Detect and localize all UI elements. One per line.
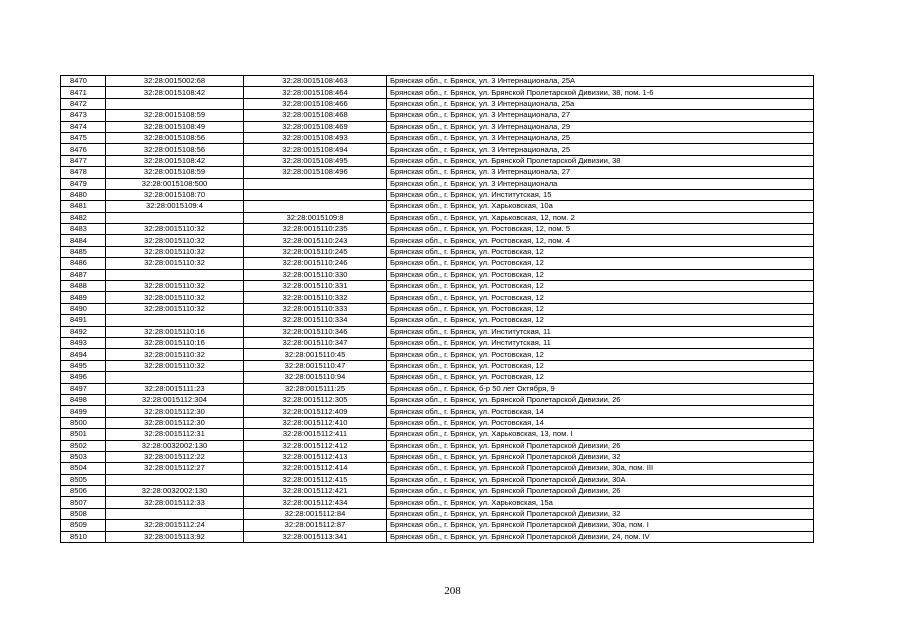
parcel-cadastral-cell: 32:28:0015112:31 bbox=[106, 429, 244, 440]
record-number-cell: 8506 bbox=[61, 486, 106, 497]
table-row bbox=[61, 258, 814, 269]
address-cell: Брянская обл., г. Брянск, ул. 3 Интернационала, 25А bbox=[387, 76, 814, 87]
address-cell: Брянская обл., г. Брянск, ул. 3 Интернационала, 27 bbox=[387, 110, 814, 121]
record-number-cell: 8492 bbox=[61, 326, 106, 337]
parcel-cadastral-cell: 32:28:0015112:22 bbox=[106, 451, 244, 462]
table-row bbox=[61, 429, 814, 440]
table-row bbox=[61, 110, 814, 121]
page-number: 208 bbox=[444, 585, 461, 597]
record-number-cell: 8481 bbox=[61, 201, 106, 212]
address-cell: Брянская обл., г. Брянск, ул. Брянской Пролетарской Дивизии, 26 bbox=[387, 394, 814, 405]
parcel-cadastral-cell: 32:28:0015110:32 bbox=[106, 224, 244, 235]
record-number-cell: 8489 bbox=[61, 292, 106, 303]
table-row bbox=[61, 201, 814, 212]
parcel-cadastral-cell: 32:28:0015112:30 bbox=[106, 406, 244, 417]
parcel-cadastral-cell: 32:28:0015111:23 bbox=[106, 383, 244, 394]
parcel-cadastral-cell bbox=[106, 269, 244, 280]
address-cell: Брянская обл., г. Брянск, ул. Брянской Пролетарской Дивизии, 32 bbox=[387, 451, 814, 462]
table-row bbox=[61, 440, 814, 451]
object-cadastral-cell: 32:28:0015112:411 bbox=[244, 429, 387, 440]
parcel-cadastral-cell: 32:28:0015108:49 bbox=[106, 121, 244, 132]
object-cadastral-cell: 32:28:0015110:45 bbox=[244, 349, 387, 360]
address-cell: Брянская обл., г. Брянск, ул. Брянской Пролетарской Дивизии, 26 bbox=[387, 440, 814, 451]
table-row bbox=[61, 292, 814, 303]
parcel-cadastral-cell: 32:28:0015110:32 bbox=[106, 246, 244, 257]
record-number-cell: 8507 bbox=[61, 497, 106, 508]
record-number-cell: 8476 bbox=[61, 144, 106, 155]
address-cell: Брянская обл., г. Брянск, ул. Брянской Пролетарской Дивизии, 38 bbox=[387, 155, 814, 166]
record-number-cell: 8478 bbox=[61, 167, 106, 178]
address-cell: Брянская обл., г. Брянск, ул. 3 Интернационала, 25 bbox=[387, 144, 814, 155]
object-cadastral-cell: 32:28:0015110:332 bbox=[244, 292, 387, 303]
table-row bbox=[61, 406, 814, 417]
object-cadastral-cell: 32:28:0015112:413 bbox=[244, 451, 387, 462]
record-number-cell: 8487 bbox=[61, 269, 106, 280]
parcel-cadastral-cell: 32:28:0015112:304 bbox=[106, 394, 244, 405]
parcel-cadastral-cell: 32:28:0015108:56 bbox=[106, 132, 244, 143]
table-row bbox=[61, 497, 814, 508]
object-cadastral-cell: 32:28:0015110:334 bbox=[244, 315, 387, 326]
record-number-cell: 8497 bbox=[61, 383, 106, 394]
parcel-cadastral-cell: 32:28:0015112:27 bbox=[106, 463, 244, 474]
record-number-cell: 8510 bbox=[61, 531, 106, 542]
record-number-cell: 8499 bbox=[61, 406, 106, 417]
table-row bbox=[61, 167, 814, 178]
table-row bbox=[61, 189, 814, 200]
address-cell: Брянская обл., г. Брянск, ул. Харьковская, 10а bbox=[387, 201, 814, 212]
record-number-cell: 8491 bbox=[61, 315, 106, 326]
object-cadastral-cell: 32:28:0015108:468 bbox=[244, 110, 387, 121]
address-cell: Брянская обл., г. Брянск, ул. Харьковская, 13, пом. I bbox=[387, 429, 814, 440]
object-cadastral-cell bbox=[244, 178, 387, 189]
parcel-cadastral-cell bbox=[106, 212, 244, 223]
address-cell: Брянская обл., г. Брянск, ул. Ростовская, 12 bbox=[387, 315, 814, 326]
table-row bbox=[61, 474, 814, 485]
address-cell: Брянская обл., г. Брянск, ул. Брянской Пролетарской Дивизии, 32 bbox=[387, 508, 814, 519]
object-cadastral-cell bbox=[244, 201, 387, 212]
object-cadastral-cell: 32:28:0015110:47 bbox=[244, 360, 387, 371]
object-cadastral-cell bbox=[244, 189, 387, 200]
address-cell: Брянская обл., г. Брянск, ул. Брянской Пролетарской Дивизии, 38, пом. 1-6 bbox=[387, 87, 814, 98]
record-number-cell: 8473 bbox=[61, 110, 106, 121]
parcel-cadastral-cell: 32:28:0015108:59 bbox=[106, 110, 244, 121]
record-number-cell: 8498 bbox=[61, 394, 106, 405]
parcel-cadastral-cell: 32:28:0015108:42 bbox=[106, 87, 244, 98]
record-number-cell: 8471 bbox=[61, 87, 106, 98]
address-cell: Брянская обл., г. Брянск, ул. Брянской Пролетарской Дивизии, 30а, пом. III bbox=[387, 463, 814, 474]
table-row bbox=[61, 326, 814, 337]
address-cell: Брянская обл., г. Брянск, ул. Ростовская, 14 bbox=[387, 406, 814, 417]
parcel-cadastral-cell: 32:28:0015108:56 bbox=[106, 144, 244, 155]
record-number-cell: 8480 bbox=[61, 189, 106, 200]
object-cadastral-cell: 32:28:0015110:331 bbox=[244, 281, 387, 292]
table-row bbox=[61, 531, 814, 542]
parcel-cadastral-cell: 32:28:0015112:24 bbox=[106, 520, 244, 531]
address-cell: Брянская обл., г. Брянск, ул. Ростовская, 12 bbox=[387, 292, 814, 303]
record-number-cell: 8504 bbox=[61, 463, 106, 474]
address-cell: Брянская обл., г. Брянск, ул. 3 Интернационала bbox=[387, 178, 814, 189]
object-cadastral-cell: 32:28:0015112:415 bbox=[244, 474, 387, 485]
object-cadastral-cell: 32:28:0015112:87 bbox=[244, 520, 387, 531]
address-cell: Брянская обл., г. Брянск, ул. Брянской Пролетарской Дивизии, 30А bbox=[387, 474, 814, 485]
record-number-cell: 8509 bbox=[61, 520, 106, 531]
object-cadastral-cell: 32:28:0015110:330 bbox=[244, 269, 387, 280]
record-number-cell: 8488 bbox=[61, 281, 106, 292]
record-number-cell: 8496 bbox=[61, 372, 106, 383]
table-row bbox=[61, 451, 814, 462]
address-cell: Брянская обл., г. Брянск, ул. 3 Интернационала, 25а bbox=[387, 98, 814, 109]
parcel-cadastral-cell bbox=[106, 474, 244, 485]
record-number-cell: 8505 bbox=[61, 474, 106, 485]
table-row bbox=[61, 315, 814, 326]
address-cell: Брянская обл., г. Брянск, ул. Ростовская, 12 bbox=[387, 360, 814, 371]
object-cadastral-cell: 32:28:0015110:235 bbox=[244, 224, 387, 235]
registry-table bbox=[60, 75, 814, 543]
table-row bbox=[61, 394, 814, 405]
address-cell: Брянская обл., г. Брянск, ул. 3 Интернационала, 25 bbox=[387, 132, 814, 143]
table-row bbox=[61, 360, 814, 371]
record-number-cell: 8475 bbox=[61, 132, 106, 143]
object-cadastral-cell: 32:28:0015112:421 bbox=[244, 486, 387, 497]
table-row bbox=[61, 87, 814, 98]
object-cadastral-cell: 32:28:0015109:8 bbox=[244, 212, 387, 223]
address-cell: Брянская обл., г. Брянск, ул. Брянской Пролетарской Дивизии, 26 bbox=[387, 486, 814, 497]
table-row bbox=[61, 383, 814, 394]
record-number-cell: 8474 bbox=[61, 121, 106, 132]
parcel-cadastral-cell: 32:28:0015110:32 bbox=[106, 292, 244, 303]
table-row bbox=[61, 337, 814, 348]
object-cadastral-cell: 32:28:0015108:494 bbox=[244, 144, 387, 155]
parcel-cadastral-cell: 32:28:0015110:16 bbox=[106, 326, 244, 337]
parcel-cadastral-cell bbox=[106, 372, 244, 383]
parcel-cadastral-cell: 32:28:0015108:42 bbox=[106, 155, 244, 166]
table-row bbox=[61, 486, 814, 497]
address-cell: Брянская обл., г. Брянск, ул. Ростовская, 12 bbox=[387, 281, 814, 292]
record-number-cell: 8486 bbox=[61, 258, 106, 269]
parcel-cadastral-cell: 32:28:0015110:32 bbox=[106, 303, 244, 314]
table-row bbox=[61, 76, 814, 87]
address-cell: Брянская обл., г. Брянск, ул. Институтская, 15 bbox=[387, 189, 814, 200]
object-cadastral-cell: 32:28:0015110:94 bbox=[244, 372, 387, 383]
record-number-cell: 8503 bbox=[61, 451, 106, 462]
parcel-cadastral-cell: 32:28:0015113:92 bbox=[106, 531, 244, 542]
object-cadastral-cell: 32:28:0015108:495 bbox=[244, 155, 387, 166]
table-row bbox=[61, 417, 814, 428]
registry-table-body bbox=[61, 76, 814, 543]
object-cadastral-cell: 32:28:0015110:333 bbox=[244, 303, 387, 314]
address-cell: Брянская обл., г. Брянск, ул. Институтская, 11 bbox=[387, 326, 814, 337]
table-row bbox=[61, 224, 814, 235]
table-row bbox=[61, 520, 814, 531]
parcel-cadastral-cell bbox=[106, 315, 244, 326]
address-cell: Брянская обл., г. Брянск, ул. Харьковская, 15а bbox=[387, 497, 814, 508]
object-cadastral-cell: 32:28:0015108:463 bbox=[244, 76, 387, 87]
address-cell: Брянская обл., г. Брянск, ул. Ростовская, 12 bbox=[387, 303, 814, 314]
object-cadastral-cell: 32:28:0015113:341 bbox=[244, 531, 387, 542]
record-number-cell: 8479 bbox=[61, 178, 106, 189]
record-number-cell: 8472 bbox=[61, 98, 106, 109]
object-cadastral-cell: 32:28:0015110:347 bbox=[244, 337, 387, 348]
address-cell: Брянская обл., г. Брянск, ул. Институтская, 11 bbox=[387, 337, 814, 348]
object-cadastral-cell: 32:28:0015112:305 bbox=[244, 394, 387, 405]
object-cadastral-cell: 32:28:0015108:493 bbox=[244, 132, 387, 143]
object-cadastral-cell: 32:28:0015112:412 bbox=[244, 440, 387, 451]
address-cell: Брянская обл., г. Брянск, ул. Ростовская, 12 bbox=[387, 246, 814, 257]
parcel-cadastral-cell: 32:28:0015110:32 bbox=[106, 258, 244, 269]
parcel-cadastral-cell: 32:28:0015110:16 bbox=[106, 337, 244, 348]
address-cell: Брянская обл., г. Брянск, ул. 3 Интернационала, 29 bbox=[387, 121, 814, 132]
table-row bbox=[61, 349, 814, 360]
object-cadastral-cell: 32:28:0015108:466 bbox=[244, 98, 387, 109]
record-number-cell: 8501 bbox=[61, 429, 106, 440]
record-number-cell: 8484 bbox=[61, 235, 106, 246]
record-number-cell: 8490 bbox=[61, 303, 106, 314]
table-row bbox=[61, 132, 814, 143]
table-row bbox=[61, 303, 814, 314]
object-cadastral-cell: 32:28:0015111:25 bbox=[244, 383, 387, 394]
parcel-cadastral-cell: 32:28:0015110:32 bbox=[106, 235, 244, 246]
address-cell: Брянская обл., г. Брянск, ул. Ростовская, 12 bbox=[387, 372, 814, 383]
parcel-cadastral-cell: 32:28:0015108:59 bbox=[106, 167, 244, 178]
object-cadastral-cell: 32:28:0015112:84 bbox=[244, 508, 387, 519]
parcel-cadastral-cell: 32:28:0015112:33 bbox=[106, 497, 244, 508]
record-number-cell: 8477 bbox=[61, 155, 106, 166]
table-row bbox=[61, 246, 814, 257]
address-cell: Брянская обл., г. Брянск, ул. Ростовская, 14 bbox=[387, 417, 814, 428]
parcel-cadastral-cell: 32:28:0032002:130 bbox=[106, 486, 244, 497]
table-row bbox=[61, 281, 814, 292]
table-row bbox=[61, 144, 814, 155]
record-number-cell: 8500 bbox=[61, 417, 106, 428]
address-cell: Брянская обл., г. Брянск, ул. 3 Интернационала, 27 bbox=[387, 167, 814, 178]
object-cadastral-cell: 32:28:0015108:464 bbox=[244, 87, 387, 98]
record-number-cell: 8493 bbox=[61, 337, 106, 348]
object-cadastral-cell: 32:28:0015110:346 bbox=[244, 326, 387, 337]
table-row bbox=[61, 372, 814, 383]
table-row bbox=[61, 235, 814, 246]
record-number-cell: 8470 bbox=[61, 76, 106, 87]
address-cell: Брянская обл., г. Брянск, ул. Ростовская, 12, пом. 5 bbox=[387, 224, 814, 235]
table-row bbox=[61, 178, 814, 189]
table-row bbox=[61, 212, 814, 223]
address-cell: Брянская обл., г. Брянск, ул. Брянской Пролетарской Дивизии, 24, пом. IV bbox=[387, 531, 814, 542]
parcel-cadastral-cell: 32:28:0015110:32 bbox=[106, 281, 244, 292]
parcel-cadastral-cell bbox=[106, 98, 244, 109]
parcel-cadastral-cell: 32:28:0032002:130 bbox=[106, 440, 244, 451]
address-cell: Брянская обл., г. Брянск, ул. Ростовская, 12 bbox=[387, 349, 814, 360]
record-number-cell: 8508 bbox=[61, 508, 106, 519]
record-number-cell: 8482 bbox=[61, 212, 106, 223]
object-cadastral-cell: 32:28:0015112:434 bbox=[244, 497, 387, 508]
parcel-cadastral-cell: 32:28:0015110:32 bbox=[106, 360, 244, 371]
address-cell: Брянская обл., г. Брянск, ул. Ростовская, 12, пом. 4 bbox=[387, 235, 814, 246]
parcel-cadastral-cell: 32:28:0015112:30 bbox=[106, 417, 244, 428]
address-cell: Брянская обл., г. Брянск, ул. Брянской Пролетарской Дивизии, 30а, пом. I bbox=[387, 520, 814, 531]
object-cadastral-cell: 32:28:0015110:245 bbox=[244, 246, 387, 257]
parcel-cadastral-cell bbox=[106, 508, 244, 519]
parcel-cadastral-cell: 32:28:0015110:32 bbox=[106, 349, 244, 360]
address-cell: Брянская обл., г. Брянск, ул. Ростовская, 12 bbox=[387, 269, 814, 280]
parcel-cadastral-cell: 32:28:0015002:68 bbox=[106, 76, 244, 87]
record-number-cell: 8485 bbox=[61, 246, 106, 257]
address-cell: Брянская обл., г. Брянск, б-р 50 лет Октября, 9 bbox=[387, 383, 814, 394]
object-cadastral-cell: 32:28:0015110:243 bbox=[244, 235, 387, 246]
table-row bbox=[61, 98, 814, 109]
object-cadastral-cell: 32:28:0015108:496 bbox=[244, 167, 387, 178]
table-row bbox=[61, 508, 814, 519]
table-row bbox=[61, 463, 814, 474]
table-row bbox=[61, 155, 814, 166]
object-cadastral-cell: 32:28:0015112:409 bbox=[244, 406, 387, 417]
object-cadastral-cell: 32:28:0015112:410 bbox=[244, 417, 387, 428]
parcel-cadastral-cell: 32:28:0015108:500 bbox=[106, 178, 244, 189]
record-number-cell: 8502 bbox=[61, 440, 106, 451]
record-number-cell: 8495 bbox=[61, 360, 106, 371]
address-cell: Брянская обл., г. Брянск, ул. Ростовская, 12 bbox=[387, 258, 814, 269]
object-cadastral-cell: 32:28:0015112:414 bbox=[244, 463, 387, 474]
table-row bbox=[61, 121, 814, 132]
address-cell: Брянская обл., г. Брянск, ул. Харьковская, 12, пом. 2 bbox=[387, 212, 814, 223]
object-cadastral-cell: 32:28:0015108:469 bbox=[244, 121, 387, 132]
record-number-cell: 8494 bbox=[61, 349, 106, 360]
table-row bbox=[61, 269, 814, 280]
record-number-cell: 8483 bbox=[61, 224, 106, 235]
parcel-cadastral-cell: 32:28:0015108:70 bbox=[106, 189, 244, 200]
object-cadastral-cell: 32:28:0015110:246 bbox=[244, 258, 387, 269]
parcel-cadastral-cell: 32:28:0015109:4 bbox=[106, 201, 244, 212]
